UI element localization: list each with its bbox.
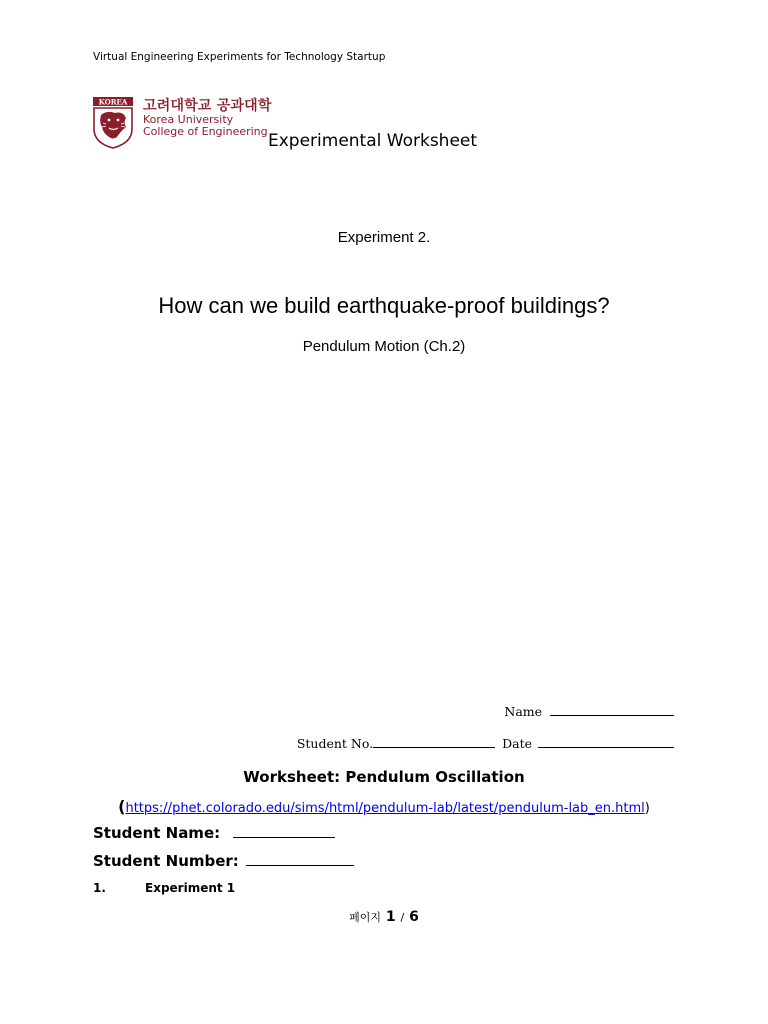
logo-wordmark (143, 98, 272, 138)
open-paren: ( (118, 797, 126, 816)
course-header: Virtual Engineering Experiments for Technology Startup (93, 51, 386, 63)
date-label: Date (502, 736, 533, 751)
sub-topic: Pendulum Motion (Ch.2) (302, 338, 466, 355)
korea-university-crest-icon (93, 97, 133, 149)
page-indicator (0, 909, 768, 925)
section-number: 1. (93, 881, 106, 895)
page-total: 6 (409, 909, 419, 925)
logo-english-line2: College of Engineering (143, 125, 268, 138)
page-prefix: 페이지 (349, 911, 382, 924)
student-number-label: Student Number: (93, 852, 239, 870)
page-separator: / (400, 911, 405, 924)
student-number-blank[interactable] (246, 853, 354, 866)
name-blank[interactable] (550, 705, 674, 716)
worksheet-title: Experimental Worksheet (268, 131, 478, 151)
simulation-link-row (0, 797, 768, 816)
name-field-row (504, 704, 674, 719)
svg-text:KOREA: KOREA (98, 97, 128, 107)
section-item (93, 881, 235, 895)
phet-simulation-link[interactable]: https://phet.colorado.edu/sims/html/pendulum-lab/latest/pendulum-lab_en.html (125, 801, 645, 816)
university-logo (93, 97, 272, 151)
date-blank[interactable] (538, 737, 674, 748)
student-number-row (93, 852, 354, 870)
experiment-number: Experiment 2. (337, 229, 431, 246)
logo-english-line1: Korea University (143, 113, 234, 126)
name-label: Name (504, 704, 543, 719)
page-number: 1 (385, 909, 396, 925)
main-question: How can we build earthquake-proof buildings? (158, 293, 610, 318)
student-name-row (93, 824, 335, 842)
student-name-blank[interactable] (233, 825, 335, 838)
student-no-label: Student No. (296, 736, 374, 751)
section-title: Experiment 1 (145, 881, 236, 895)
close-paren: ) (644, 801, 650, 816)
student-name-label: Student Name: (93, 824, 221, 842)
student-no-blank[interactable] (373, 737, 495, 748)
worksheet-heading: Worksheet: Pendulum Oscillation (243, 768, 525, 786)
student-date-row (297, 736, 674, 751)
logo-korean-name: 고려대학교 공과대학 (143, 98, 272, 114)
